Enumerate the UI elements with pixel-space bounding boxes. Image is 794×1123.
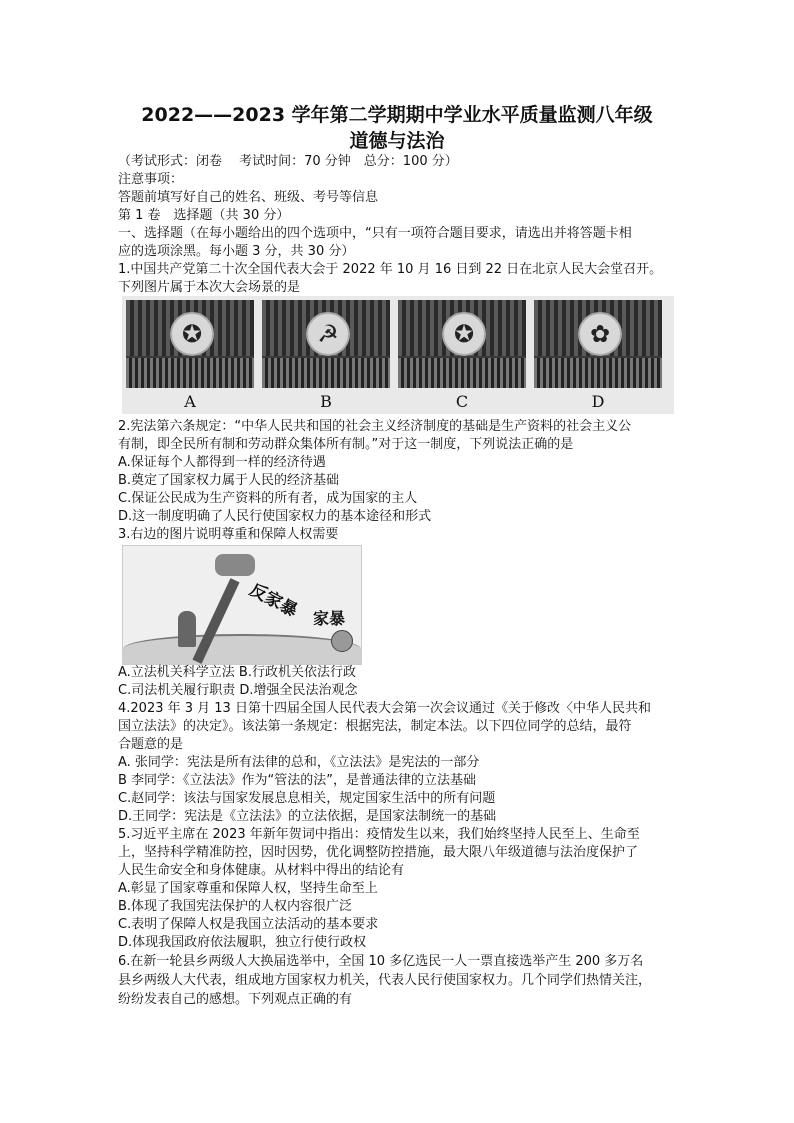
- q4-option-a: A. 张同学：宪法是所有法律的总和，《立法法》是宪法的一部分: [118, 755, 480, 770]
- volume-heading: 第 1 卷 选择题（共 30 分）: [118, 208, 290, 223]
- q5-stem-3: 人民生命安全和身体健康。从材料中得出的结论有: [118, 863, 405, 878]
- q2-option-d: D.这一制度明确了人民行使国家权力的基本途径和形式: [118, 509, 432, 524]
- q5-option-a: A.彰显了国家尊重和保障人权，坚持生命至上: [118, 881, 378, 896]
- photo-d-label: D: [591, 392, 605, 411]
- person-icon: [178, 611, 196, 647]
- q1-stem-2: 下列图片属于本次大会场景的是: [118, 280, 301, 295]
- hand-icon: [215, 554, 255, 576]
- q6-stem-3: 纷纷发表自己的感想。下列观点正确的有: [118, 992, 353, 1007]
- q3-options-2: C.司法机关履行职责 D.增强全民法治观念: [118, 683, 358, 698]
- q4-stem-2: 国立法法》的决定》。该法第一条规定：根据宪法，制定本法。以下四位同学的总结，最符: [118, 719, 632, 734]
- subject-title: 道德与法治: [349, 130, 445, 152]
- cartoon-label-anti-violence: 反家暴: [246, 579, 301, 622]
- photo-b: [262, 300, 390, 388]
- q5-option-c: C.表明了保障人权是我国立法活动的基本要求: [118, 917, 379, 932]
- q4-stem-3: 合题意的是: [118, 737, 184, 752]
- villain-icon: [331, 630, 353, 652]
- section-instructions-1: 一、选择题（在每小题给出的四个选项中，“只有一项符合题目要求，请选出并将答题卡相: [118, 226, 632, 241]
- notice-heading: 注意事项：: [118, 172, 184, 187]
- q2-stem-1: 2.宪法第六条规定：“中华人民共和国的社会主义经济制度的基础是生产资料的社会主义公: [118, 419, 632, 434]
- q4-stem-1: 4.2023 年 3 月 13 日第十四届全国人民代表大会第一次会议通过《关于修改〈中华人民共和: [118, 701, 651, 716]
- q5-stem-1: 5.习近平主席在 2023 年新年贺词中指出：疫情发生以来，我们始终坚持人民至上、生命至: [118, 827, 640, 842]
- photo-d: [534, 300, 662, 388]
- q1-stem-1: 1.中国共产党第二十次全国代表大会于 2022 年 10 月 16 日到 22 日在北京人民大会堂召开。: [118, 262, 663, 277]
- national-emblem-icon: ✪: [442, 312, 486, 356]
- notice-text: 答题前填写好自己的姓名、班级、考号等信息: [118, 190, 379, 205]
- emblem-icon: ✿: [578, 312, 622, 356]
- party-emblem-icon: ☭: [306, 312, 350, 356]
- q2-stem-2: 有制，即全民所有制和劳动群众集体所有制。”对于这一制度，下列说法正确的是: [118, 437, 574, 452]
- photo-a-label: A: [184, 392, 196, 411]
- q6-stem-1: 6.在新一轮县乡两级人大换届选举中，全国 10 多亿选民一人一票直接选举产生 200 多万名: [118, 954, 644, 969]
- photo-c-label: C: [455, 392, 469, 411]
- q3-stem: 3.右边的图片说明尊重和保障人权需要: [118, 527, 339, 542]
- q2-option-a: A.保证每个人都得到一样的经济待遇: [118, 455, 326, 470]
- section-instructions-2: 应的选项涂黑。每小题 3 分，共 30 分）: [118, 244, 355, 259]
- q3-options-1: A.立法机关科学立法 B.行政机关依法行政: [118, 665, 356, 680]
- photo-a: [126, 300, 254, 388]
- photo-b-label: B: [320, 392, 332, 411]
- q5-option-d: D.体现我国政府依法履职，独立行使行政权: [118, 935, 367, 950]
- exam-info: （考试形式：闭卷 考试时间：70 分钟 总分：100 分）: [118, 154, 458, 169]
- q2-option-b: B.奠定了国家权力属于人民的经济基础: [118, 473, 340, 488]
- q6-stem-2: 县乡两级人大代表，组成地方国家权力机关，代表人民行使国家权力。几个同学们热情关注，: [118, 973, 652, 988]
- q5-option-b: B.体现了我国宪法保护的人权内容很广泛: [118, 899, 353, 914]
- exam-title: 2022——2023 学年第二学期期中学业水平质量监测八年级: [141, 104, 653, 126]
- q2-option-c: C.保证公民成为生产资料的所有者，成为国家的主人: [118, 491, 418, 506]
- national-emblem-icon: ✪: [170, 312, 214, 356]
- q4-option-b: B 李同学：《立法法》作为“管法的法”，是普通法律的立法基础: [118, 773, 477, 788]
- photo-c: [398, 300, 526, 388]
- q1-photo-options: [122, 296, 674, 414]
- q4-option-d: D.王同学：宪法是《立法法》的立法依据，是国家法制统一的基础: [118, 809, 497, 824]
- q5-stem-2: 上，坚持科学精准防控，因时因势，优化调整防控措施，最大限八年级道德与法治度保护了: [118, 845, 639, 860]
- q4-option-c: C.赵同学：该法与国家发展息息相关，规定国家生活中的所有问题: [118, 791, 496, 806]
- q3-cartoon: [122, 545, 362, 665]
- cartoon-label-violence: 家暴: [313, 609, 346, 628]
